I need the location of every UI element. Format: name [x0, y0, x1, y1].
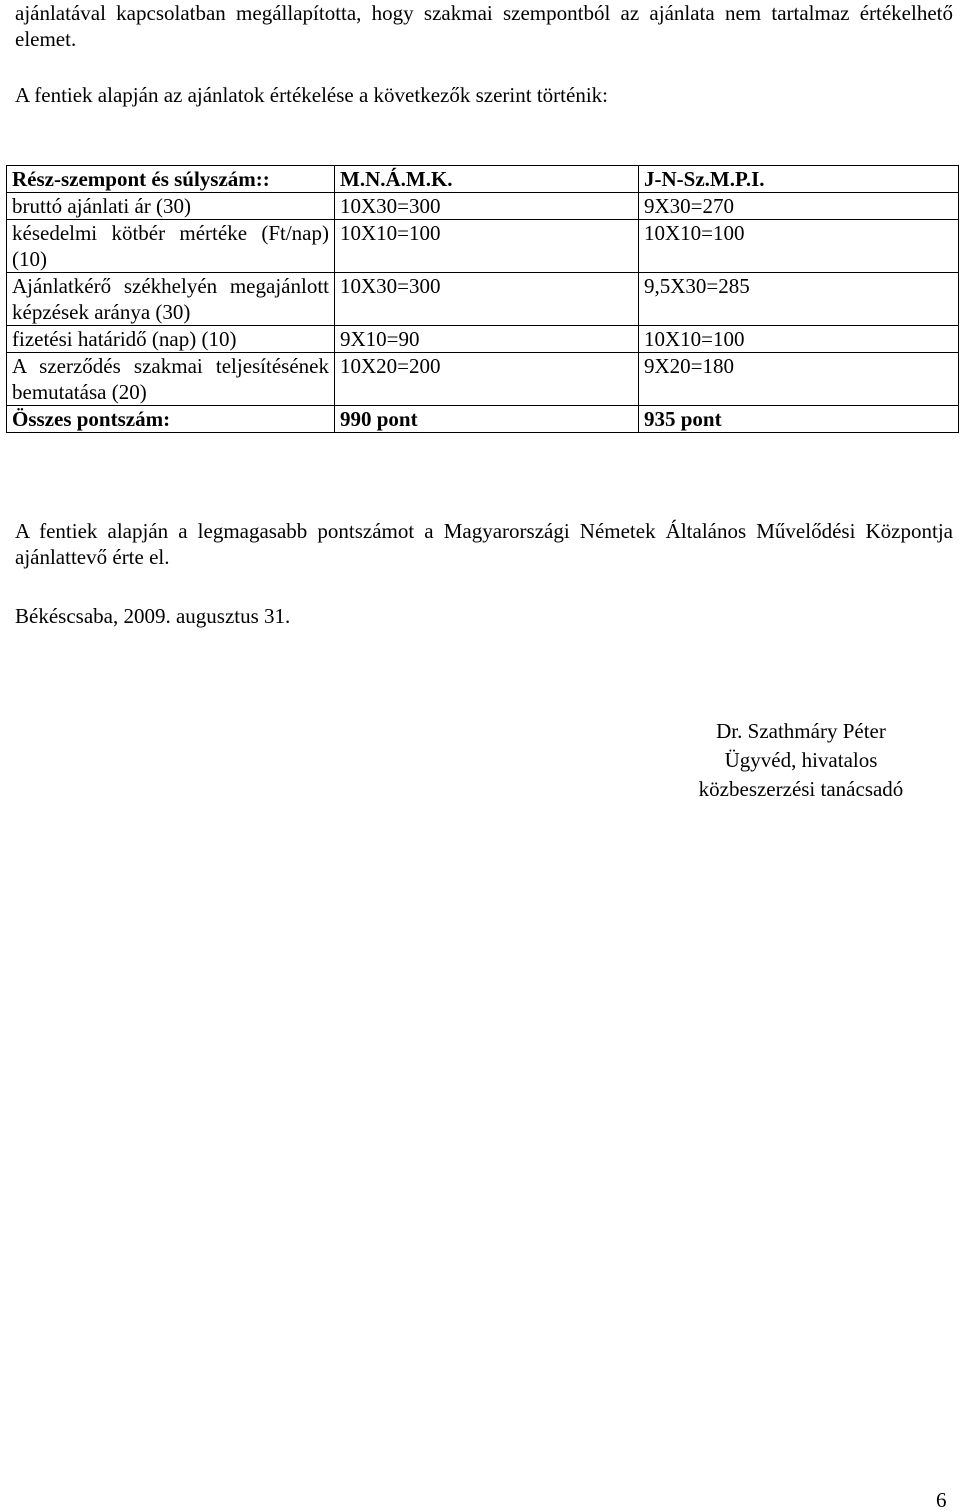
table-row — [7, 220, 959, 273]
signatory-title-line-1: Ügyvéd, hivatalos — [724, 748, 878, 772]
place-and-date: Békéscsaba, 2009. augusztus 31. — [15, 604, 291, 628]
score-cell: 10X10=100 — [639, 220, 959, 273]
table-row — [7, 193, 959, 220]
criterion-cell: fizetési határidő (nap) (10) — [7, 326, 335, 353]
intro-paragraph: ajánlatával kapcsolatban megállapította, hogy szakmai szempontból az ajánlata nem tartalmaz értékelhető elemet. — [15, 1, 953, 51]
conclusion-paragraph: A fentiek alapján a legmagasabb pontszámot a Magyarországi Németek Általános Művelődési Központja ajánlattevő érte el. — [15, 519, 953, 569]
score-cell: 10X30=300 — [335, 273, 639, 326]
header-criterion: Rész-szempont és súlyszám:: — [7, 166, 335, 193]
criterion-cell: bruttó ajánlati ár (30) — [7, 193, 335, 220]
score-cell: 10X10=100 — [639, 326, 959, 353]
criterion-cell: késedelmi kötbér mértéke (Ft/nap) (10) — [7, 220, 335, 273]
score-cell: 9X10=90 — [335, 326, 639, 353]
evaluation-table — [6, 165, 959, 433]
score-cell: 9X20=180 — [639, 353, 959, 406]
table-row — [7, 326, 959, 353]
criterion-cell: A szerződés szakmai teljesítésének bemutatása (20) — [7, 353, 335, 406]
header-bidder-2: J-N-Sz.M.P.I. — [639, 166, 959, 193]
score-cell: 10X30=300 — [335, 193, 639, 220]
total-score-bidder-1: 990 pont — [335, 406, 639, 433]
criterion-cell: Ajánlatkérő székhelyén megajánlott képzések aránya (30) — [7, 273, 335, 326]
score-cell: 9,5X30=285 — [639, 273, 959, 326]
total-score-bidder-2: 935 pont — [639, 406, 959, 433]
table-header-row — [7, 166, 959, 193]
total-label: Összes pontszám: — [7, 406, 335, 433]
intro-lead-in: A fentiek alapján az ajánlatok értékelése a következők szerint történik: — [15, 83, 608, 107]
signatory-title-line-2: közbeszerzési tanácsadó — [698, 777, 904, 801]
table-row — [7, 353, 959, 406]
score-cell: 10X20=200 — [335, 353, 639, 406]
score-cell: 10X10=100 — [335, 220, 639, 273]
table-row — [7, 273, 959, 326]
score-cell: 9X30=270 — [639, 193, 959, 220]
table-total-row — [7, 406, 959, 433]
page-number: 6 — [936, 1488, 947, 1512]
signatory-name: Dr. Szathmáry Péter — [716, 719, 886, 743]
header-bidder-1: M.N.Á.M.K. — [335, 166, 639, 193]
